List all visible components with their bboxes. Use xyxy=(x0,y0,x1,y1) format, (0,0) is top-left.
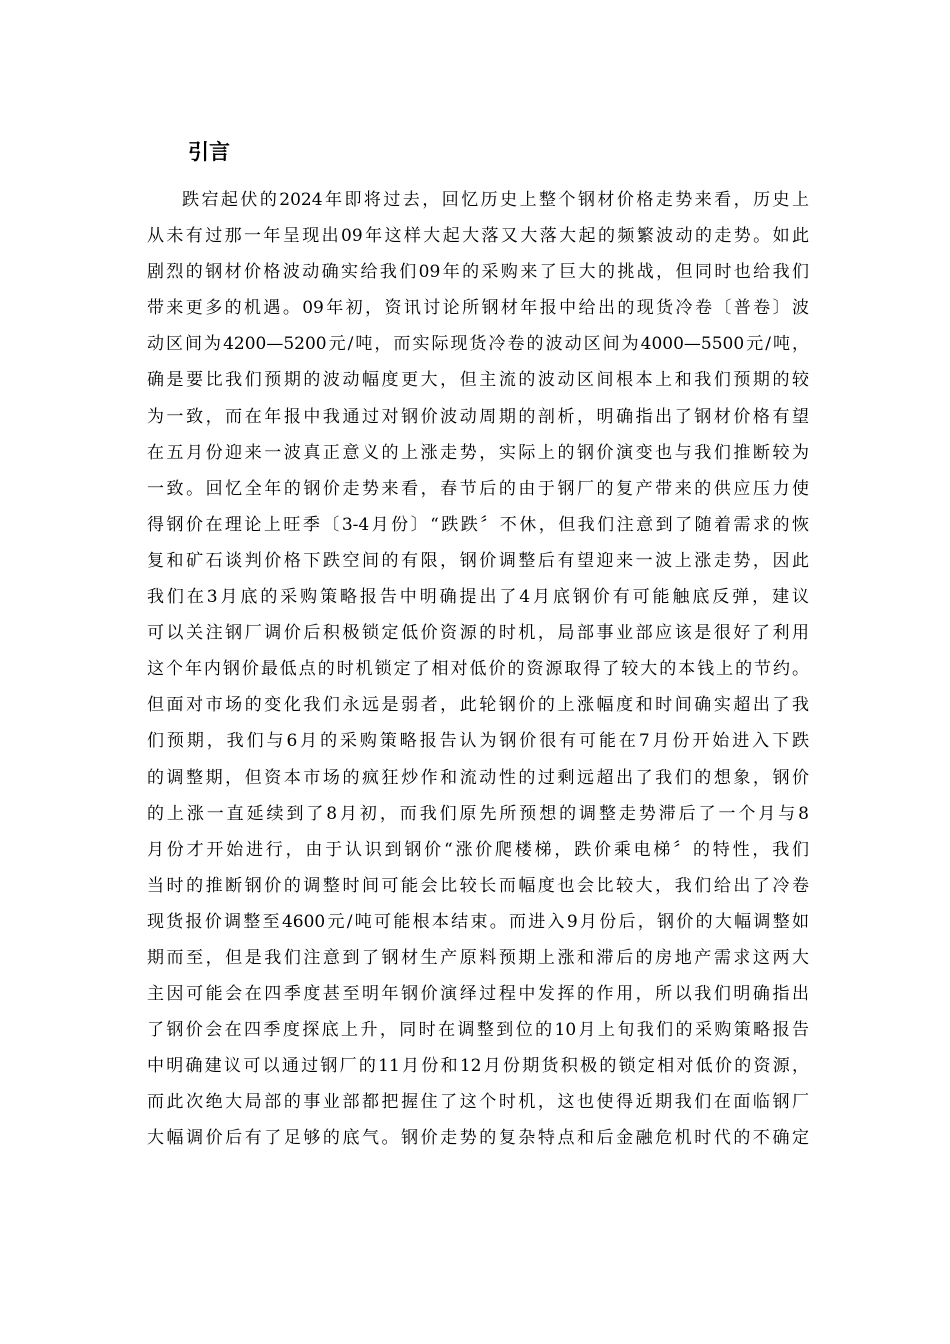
paragraph-line: 中明确建议可以通过钢厂的11月份和12月份期货积极的锁定相对低价的资源， xyxy=(147,1056,809,1077)
paragraph-line: 我们在3月底的采购策略报告中明确提出了4月底钢价有可能触底反弹，建议 xyxy=(147,587,809,608)
paragraph-line: 的调整期，但资本市场的疯狂炒作和流动性的过剩远超出了我们的想象，钢价 xyxy=(147,767,809,788)
paragraph-line: 了钢价会在四季度探底上升，同时在调整到位的10月上旬我们的采购策略报告 xyxy=(147,1020,809,1041)
paragraph-line: 当时的推断钢价的调整时间可能会比较长而幅度也会比较大，我们给出了冷卷 xyxy=(147,875,809,896)
paragraph-line: 得钢价在理论上旺季〔3-4月份〕“跌跌〞不休，但我们注意到了随着需求的恢 xyxy=(147,514,809,535)
paragraph-line: 们预期，我们与6月的采购策略报告认为钢价很有可能在7月份开始进入下跌 xyxy=(147,731,809,752)
paragraph-line: 期而至，但是我们注意到了钢材生产原料预期上涨和滞后的房地产需求这两大 xyxy=(147,947,809,968)
paragraph-line: 而此次绝大局部的事业部都把握住了这个时机，这也使得近期我们在面临钢厂 xyxy=(147,1092,809,1113)
paragraph-line: 复和矿石谈判价格下跌空间的有限，钢价调整后有望迎来一波上涨走势，因此 xyxy=(147,550,809,571)
paragraph-line: 可以关注钢厂调价后积极锁定低价资源的时机，局部事业部应该是很好了利用 xyxy=(147,623,809,644)
paragraph-line: 但面对市场的变化我们永远是弱者，此轮钢价的上涨幅度和时间确实超出了我 xyxy=(147,695,809,716)
paragraph-line: 这个年内钢价最低点的时机锁定了相对低价的资源取得了较大的本钱上的节约。 xyxy=(147,659,809,680)
paragraph-line: 月份才开始进行，由于认识到钢价“涨价爬楼梯，跌价乘电梯〞的特性，我们 xyxy=(147,839,809,860)
paragraph-line: 剧烈的钢材价格波动确实给我们09年的采购来了巨大的挑战，但同时也给我们 xyxy=(147,262,809,283)
paragraph-line: 确是要比我们预期的波动幅度更大，但主流的波动区间根本上和我们预期的较 xyxy=(147,370,809,391)
paragraph-line: 动区间为4200—5200元/吨，而实际现货冷卷的波动区间为4000—5500元/吨， xyxy=(147,334,809,355)
paragraph-line: 主因可能会在四季度甚至明年钢价演绎过程中发挥的作用，所以我们明确指出 xyxy=(147,984,809,1005)
paragraph-line: 在五月份迎来一波真正意义的上涨走势，实际上的钢价演变也与我们推断较为 xyxy=(147,442,809,463)
paragraph-line: 大幅调价后有了足够的底气。钢价走势的复杂特点和后金融危机时代的不确定 xyxy=(147,1128,809,1149)
paragraph-line: 跌宕起伏的2024年即将过去，回忆历史上整个钢材价格走势来看，历史上 xyxy=(182,190,809,210)
paragraph-line: 的上涨一直延续到了8月初，而我们原先所预想的调整走势滞后了一个月与8 xyxy=(147,803,809,824)
paragraph-line: 带来更多的机遇。09年初，资讯讨论所钢材年报中给出的现货冷卷〔普卷〕波 xyxy=(147,298,809,319)
body-paragraph xyxy=(147,182,809,1157)
paragraph-line: 现货报价调整至4600元/吨可能根本结束。而进入9月份后，钢价的大幅调整如 xyxy=(147,911,809,932)
section-heading: 引言 xyxy=(188,140,230,164)
paragraph-line: 一致。回忆全年的钢价走势来看，春节后的由于钢厂的复产带来的供应压力使 xyxy=(147,478,809,499)
paragraph-line: 为一致，而在年报中我通过对钢价波动周期的剖析，明确指出了钢材价格有望 xyxy=(147,406,809,427)
paragraph-line: 从未有过那一年呈现出09年这样大起大落又大落大起的频繁波动的走势。如此 xyxy=(147,226,809,247)
